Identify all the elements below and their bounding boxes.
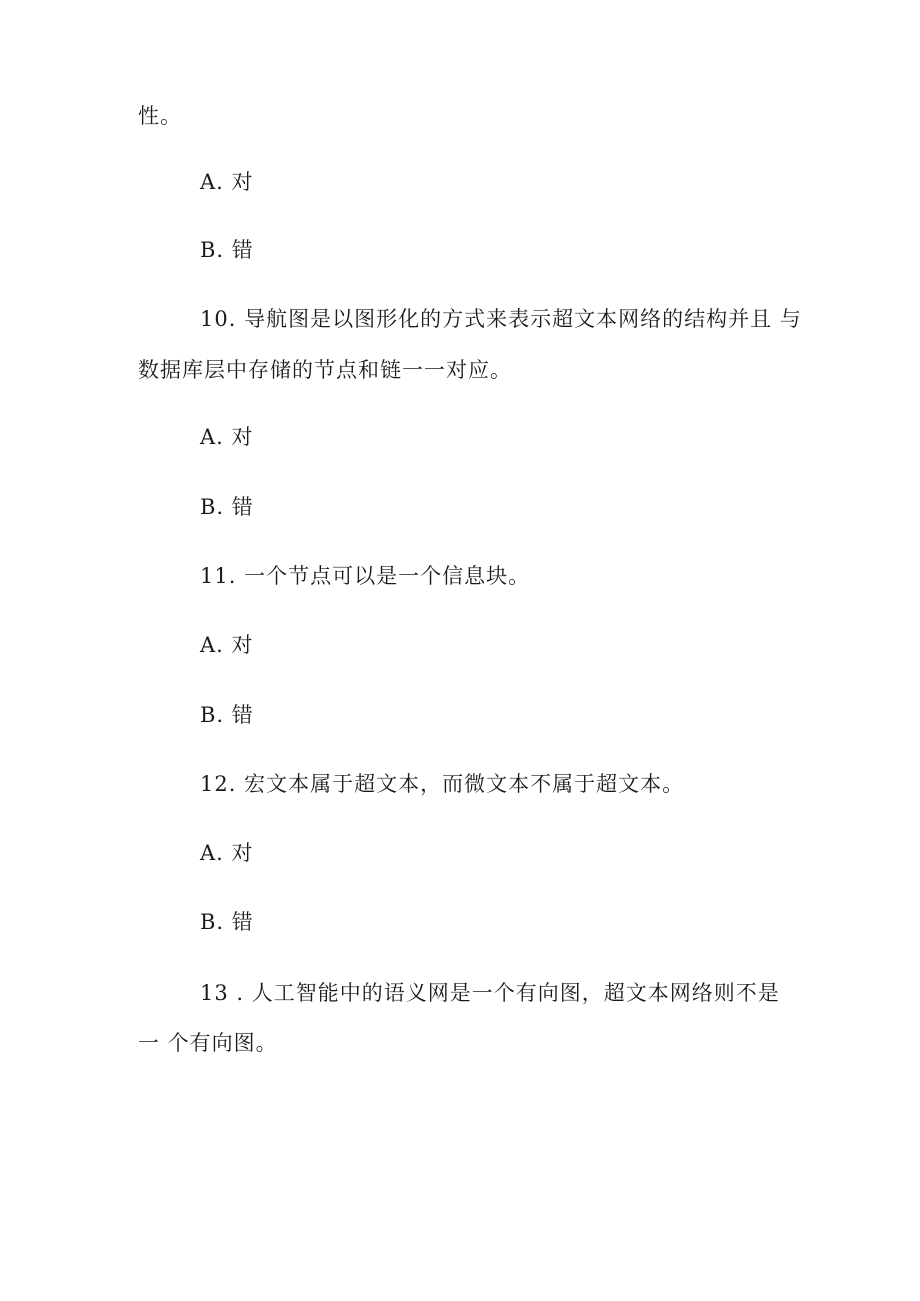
- question-continuation-text: 性。: [138, 104, 182, 128]
- option-a: A. 对: [200, 425, 254, 449]
- question-13-text: 13 . 人工智能中的语义网是一个有向图，超文本网络则不是: [200, 981, 780, 1005]
- option-a: A. 对: [200, 633, 254, 657]
- option-b: B. 错: [200, 238, 254, 262]
- option-b: B. 错: [200, 703, 254, 727]
- question-12-text: 12. 宏文本属于超文本，而微文本不属于超文本。: [200, 772, 685, 796]
- question-10-text: 10. 导航图是以图形化的方式来表示超文本网络的结构并且 与: [200, 307, 802, 331]
- option-a: A. 对: [200, 170, 254, 194]
- question-11-text: 11. 一个节点可以是一个信息块。: [200, 564, 531, 588]
- option-a: A. 对: [200, 841, 254, 865]
- option-b: B. 错: [200, 495, 254, 519]
- question-10-text-continued: 数据库层中存储的节点和链一一对应。: [138, 358, 512, 382]
- option-b: B. 错: [200, 910, 254, 934]
- question-13-text-continued: 一 个有向图。: [138, 1031, 278, 1055]
